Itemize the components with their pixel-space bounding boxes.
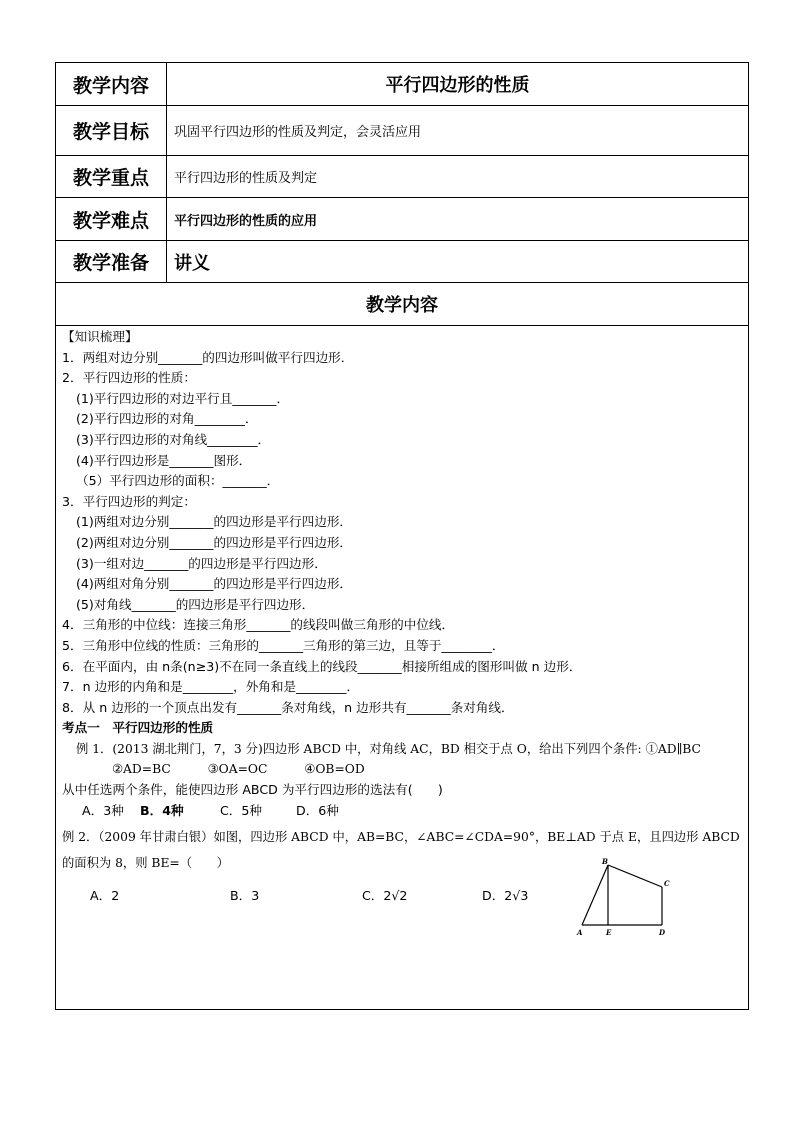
item-4: 4．三角形的中位线：连接三角形_______的线段叫做三角形的中位线． bbox=[62, 617, 455, 633]
item-8: 8．从 n 边形的一个顶点出发有_______条对角线，n 边形共有_______条对角线． bbox=[62, 699, 514, 715]
row-difficulties bbox=[56, 198, 748, 241]
section-title: 教学内容 bbox=[56, 283, 748, 326]
ex1-option-a: A．3种 bbox=[82, 802, 124, 818]
item-2-4: (4)平行四边形是_______图形． bbox=[76, 452, 252, 468]
ex2-option-c: C．2√2 bbox=[362, 887, 408, 903]
quadrilateral-figure bbox=[574, 858, 674, 938]
label-a: A bbox=[577, 928, 583, 937]
row-preparation bbox=[56, 241, 748, 283]
difficulties-text: 平行四边形的性质的应用 bbox=[174, 213, 318, 229]
row-teaching-goal bbox=[56, 106, 748, 156]
ex1-option-b: B．4种 bbox=[140, 802, 184, 818]
ex2-option-d: D．2√3 bbox=[482, 887, 529, 903]
row-teaching-content bbox=[56, 63, 748, 106]
item-3: 3．平行四边形的判定： bbox=[62, 493, 196, 509]
example-2-line-2: 的面积为 8，则 BE=（ ） bbox=[62, 856, 229, 871]
item-2-3: (3)平行四边形的对角线________． bbox=[76, 431, 271, 447]
item-2: 2．平行四边形的性质： bbox=[62, 370, 196, 386]
segment-bc bbox=[608, 865, 662, 887]
label-teaching-goal: 教学目标 bbox=[56, 106, 167, 155]
item-2-5: （5）平行四边形的面积：_______． bbox=[76, 473, 280, 489]
example-2-line-1: 例 2．（2009 年甘肃白银）如图，四边形 ABCD 中，AB=BC，∠ABC=∠CDA=90°，BE⊥AD 于点 E，且四边形 ABCD bbox=[62, 829, 740, 844]
label-b: B bbox=[602, 858, 608, 866]
example-1-line-2: ②AD=BC ③OA=OC ④OB=OD bbox=[112, 762, 365, 777]
ex1-option-c: C．5种 bbox=[220, 802, 262, 818]
example-1-line-3: 从中任选两个条件，能使四边形 ABCD 为平行四边形的选法有( ) bbox=[62, 782, 443, 798]
key-points-text: 平行四边形的性质及判定 bbox=[174, 171, 318, 186]
preparation-text: 讲义 bbox=[174, 252, 210, 274]
label-d: D bbox=[659, 928, 666, 937]
item-3-5: (5)对角线_______的四边形是平行四边形． bbox=[76, 596, 315, 612]
ex2-option-b: B．3 bbox=[230, 887, 260, 903]
item-3-2: (2)两组对边分别_______的四边形是平行四边形． bbox=[76, 534, 353, 550]
example-1-options bbox=[62, 801, 742, 823]
item-3-3: (3)一组对边_______的四边形是平行四边形． bbox=[76, 555, 327, 571]
item-6: 6．在平面内，由 n条(n≥3)不在同一条直线上的线段_______相接所组成的图形叫做 n 边形． bbox=[62, 658, 582, 674]
item-1: 1．两组对边分别_______的四边形叫做平行四边形． bbox=[62, 349, 354, 365]
row-key-points bbox=[56, 156, 748, 198]
label-key-points: 教学重点 bbox=[56, 156, 167, 197]
teaching-goal-text: 巩固平行四边形的性质及判定，会灵活应用 bbox=[174, 125, 422, 140]
exam-point-heading: 考点一 平行四边形的性质 bbox=[62, 720, 214, 736]
content-body bbox=[62, 327, 742, 910]
lesson-title: 平行四边形的性质 bbox=[385, 75, 530, 96]
ex1-option-d: D．6种 bbox=[296, 802, 339, 818]
lesson-plan-table bbox=[55, 62, 749, 1010]
label-e: E bbox=[606, 928, 612, 937]
ex2-option-a: A．2 bbox=[90, 887, 120, 903]
label-c: C bbox=[664, 879, 670, 888]
example-1-line-1: 例 1．(2013 湖北荆门，7，3 分)四边形 ABCD 中，对角线 AC，BD 相交于点 O，给出下列四个条件: ①AD∥BC bbox=[76, 741, 701, 756]
segment-ab bbox=[582, 865, 608, 925]
item-2-1: (1)平行四边形的对边平行且_______． bbox=[76, 390, 290, 406]
label-teaching-content: 教学内容 bbox=[56, 63, 167, 105]
knowledge-heading: 【知识梳理】 bbox=[62, 329, 138, 344]
item-3-1: (1)两组对边分别_______的四边形是平行四边形． bbox=[76, 514, 353, 530]
item-7: 7．n 边形的内角和是________，外角和是________． bbox=[62, 679, 360, 695]
item-3-4: (4)两组对角分别_______的四边形是平行四边形． bbox=[76, 576, 353, 592]
label-preparation: 教学准备 bbox=[56, 241, 167, 282]
label-difficulties: 教学难点 bbox=[56, 198, 167, 240]
item-5: 5．三角形中位线的性质：三角形的_______三角形的第三边，且等于________． bbox=[62, 637, 505, 653]
item-2-2: (2)平行四边形的对角________． bbox=[76, 411, 258, 427]
